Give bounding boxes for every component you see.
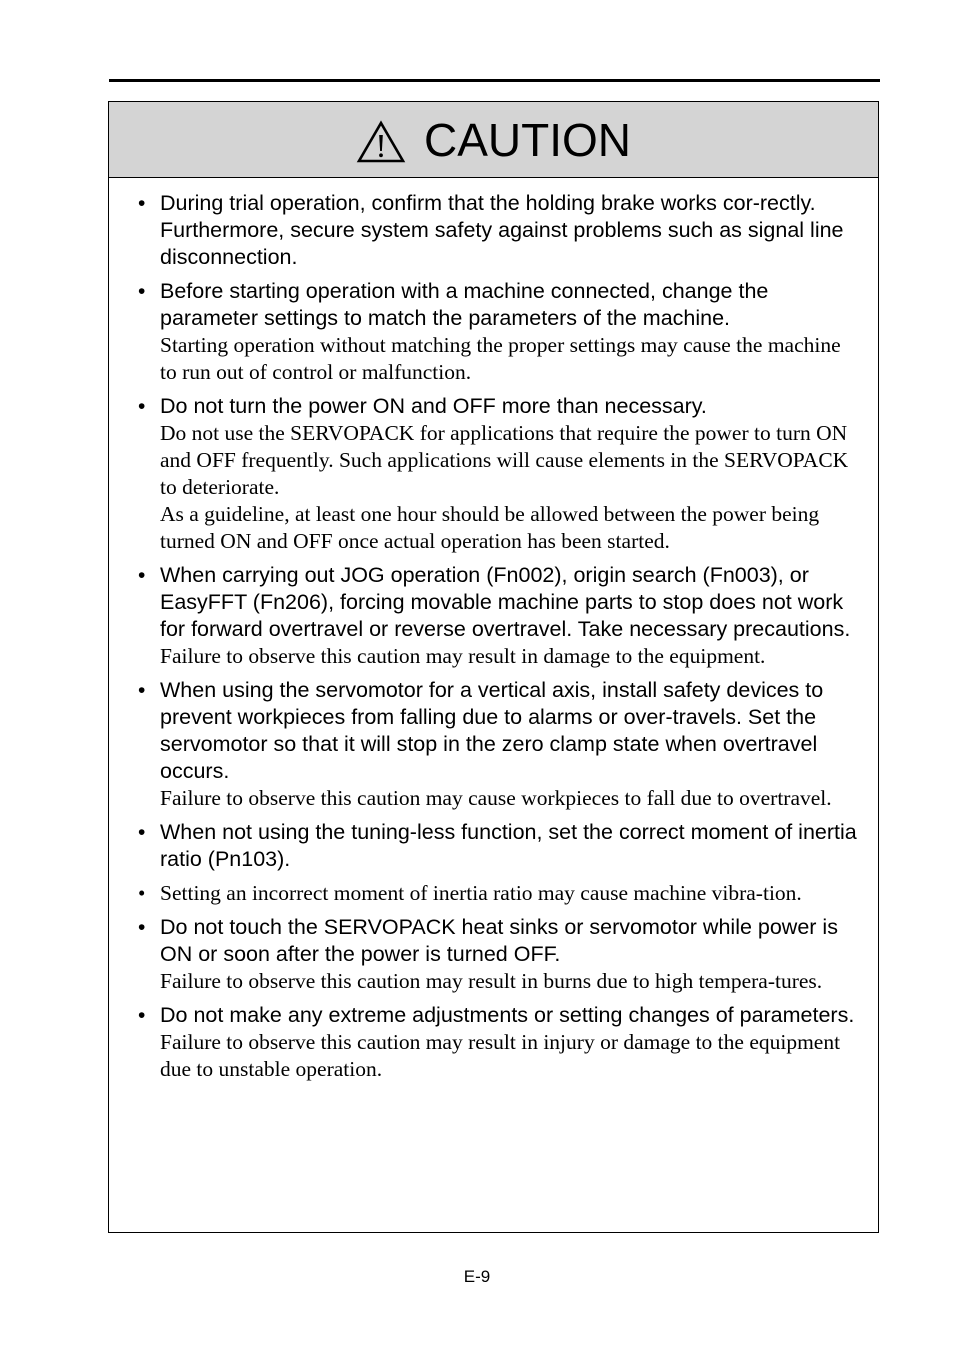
bullet: •: [138, 916, 146, 939]
bullet: •: [138, 395, 146, 418]
caution-box: [108, 101, 879, 1233]
bullet: •: [138, 564, 146, 587]
bullet: •: [138, 1004, 146, 1027]
caution-item: [138, 880, 858, 907]
warning-triangle-icon: [356, 120, 406, 164]
caution-text: Do not make any extreme adjustments or setting changes of parameters.: [160, 1003, 855, 1027]
caution-item: [138, 1002, 858, 1083]
caution-item: [138, 677, 858, 812]
caution-text: When carrying out JOG operation (Fn002), origin search (Fn003), or EasyFFT (Fn206), forcing movable machine parts to stop does not work for forward overtravel or reverse overtravel. Take necessary precautions.: [160, 563, 851, 641]
caution-text: When using the servomotor for a vertical axis, install safety devices to prevent workpieces from falling due to alarms or over-travels. Set the servomotor so that it will stop in the zero clamp state when overtravel occurs.: [160, 678, 824, 783]
caution-text: Do not touch the SERVOPACK heat sinks or servomotor while power is ON or soon after the power is turned OFF.: [160, 915, 838, 966]
caution-item: [138, 393, 858, 555]
caution-item: [138, 278, 858, 386]
caution-text: Before starting operation with a machine connected, change the parameter settings to match the parameters of the machine.: [160, 279, 769, 330]
caution-list: [109, 178, 878, 1083]
caution-consequence: Failure to observe this caution may result in injury or damage to the equipment due to unstable operation.: [160, 1030, 841, 1081]
caution-item: [138, 190, 858, 271]
caution-consequence: As a guideline, at least one hour should be allowed between the power being turned ON and OFF once actual operation has been started.: [160, 502, 820, 553]
caution-consequence: Setting an incorrect moment of inertia ratio may cause machine vibra-tion.: [160, 881, 802, 905]
caution-text: When not using the tuning-less function, set the correct moment of inertia ratio (Pn103).: [160, 820, 857, 871]
caution-consequence: Failure to observe this caution may result in burns due to high tempera-tures.: [160, 969, 823, 993]
bullet: •: [138, 679, 146, 702]
bullet: •: [138, 192, 146, 215]
bullet: •: [138, 821, 146, 844]
top-rule: [109, 79, 880, 82]
caution-consequence: Failure to observe this caution may cause workpieces to fall due to overtravel.: [160, 786, 832, 810]
caution-title: CAUTION: [424, 113, 631, 166]
caution-item: [138, 562, 858, 670]
caution-consequence: Failure to observe this caution may result in damage to the equipment.: [160, 644, 766, 668]
caution-text: Do not turn the power ON and OFF more than necessary.: [160, 394, 707, 418]
caution-text: During trial operation, confirm that the holding brake works cor-rectly. Furthermore, secure system safety against problems such as signal line disconnection.: [160, 191, 844, 269]
caution-item: [138, 914, 858, 995]
caution-item: [138, 819, 858, 873]
caution-consequence: Do not use the SERVOPACK for applications that require the power to turn ON and OFF frequently. Such applications will cause elements in the SERVOPACK to deteriorate.: [160, 421, 849, 499]
caution-consequence: Starting operation without matching the proper settings may cause the machine to run out of control or malfunction.: [160, 333, 841, 384]
bullet: •: [138, 881, 146, 905]
caution-header: [109, 102, 878, 178]
bullet: •: [138, 280, 146, 303]
page-number: E-9: [463, 1267, 491, 1286]
